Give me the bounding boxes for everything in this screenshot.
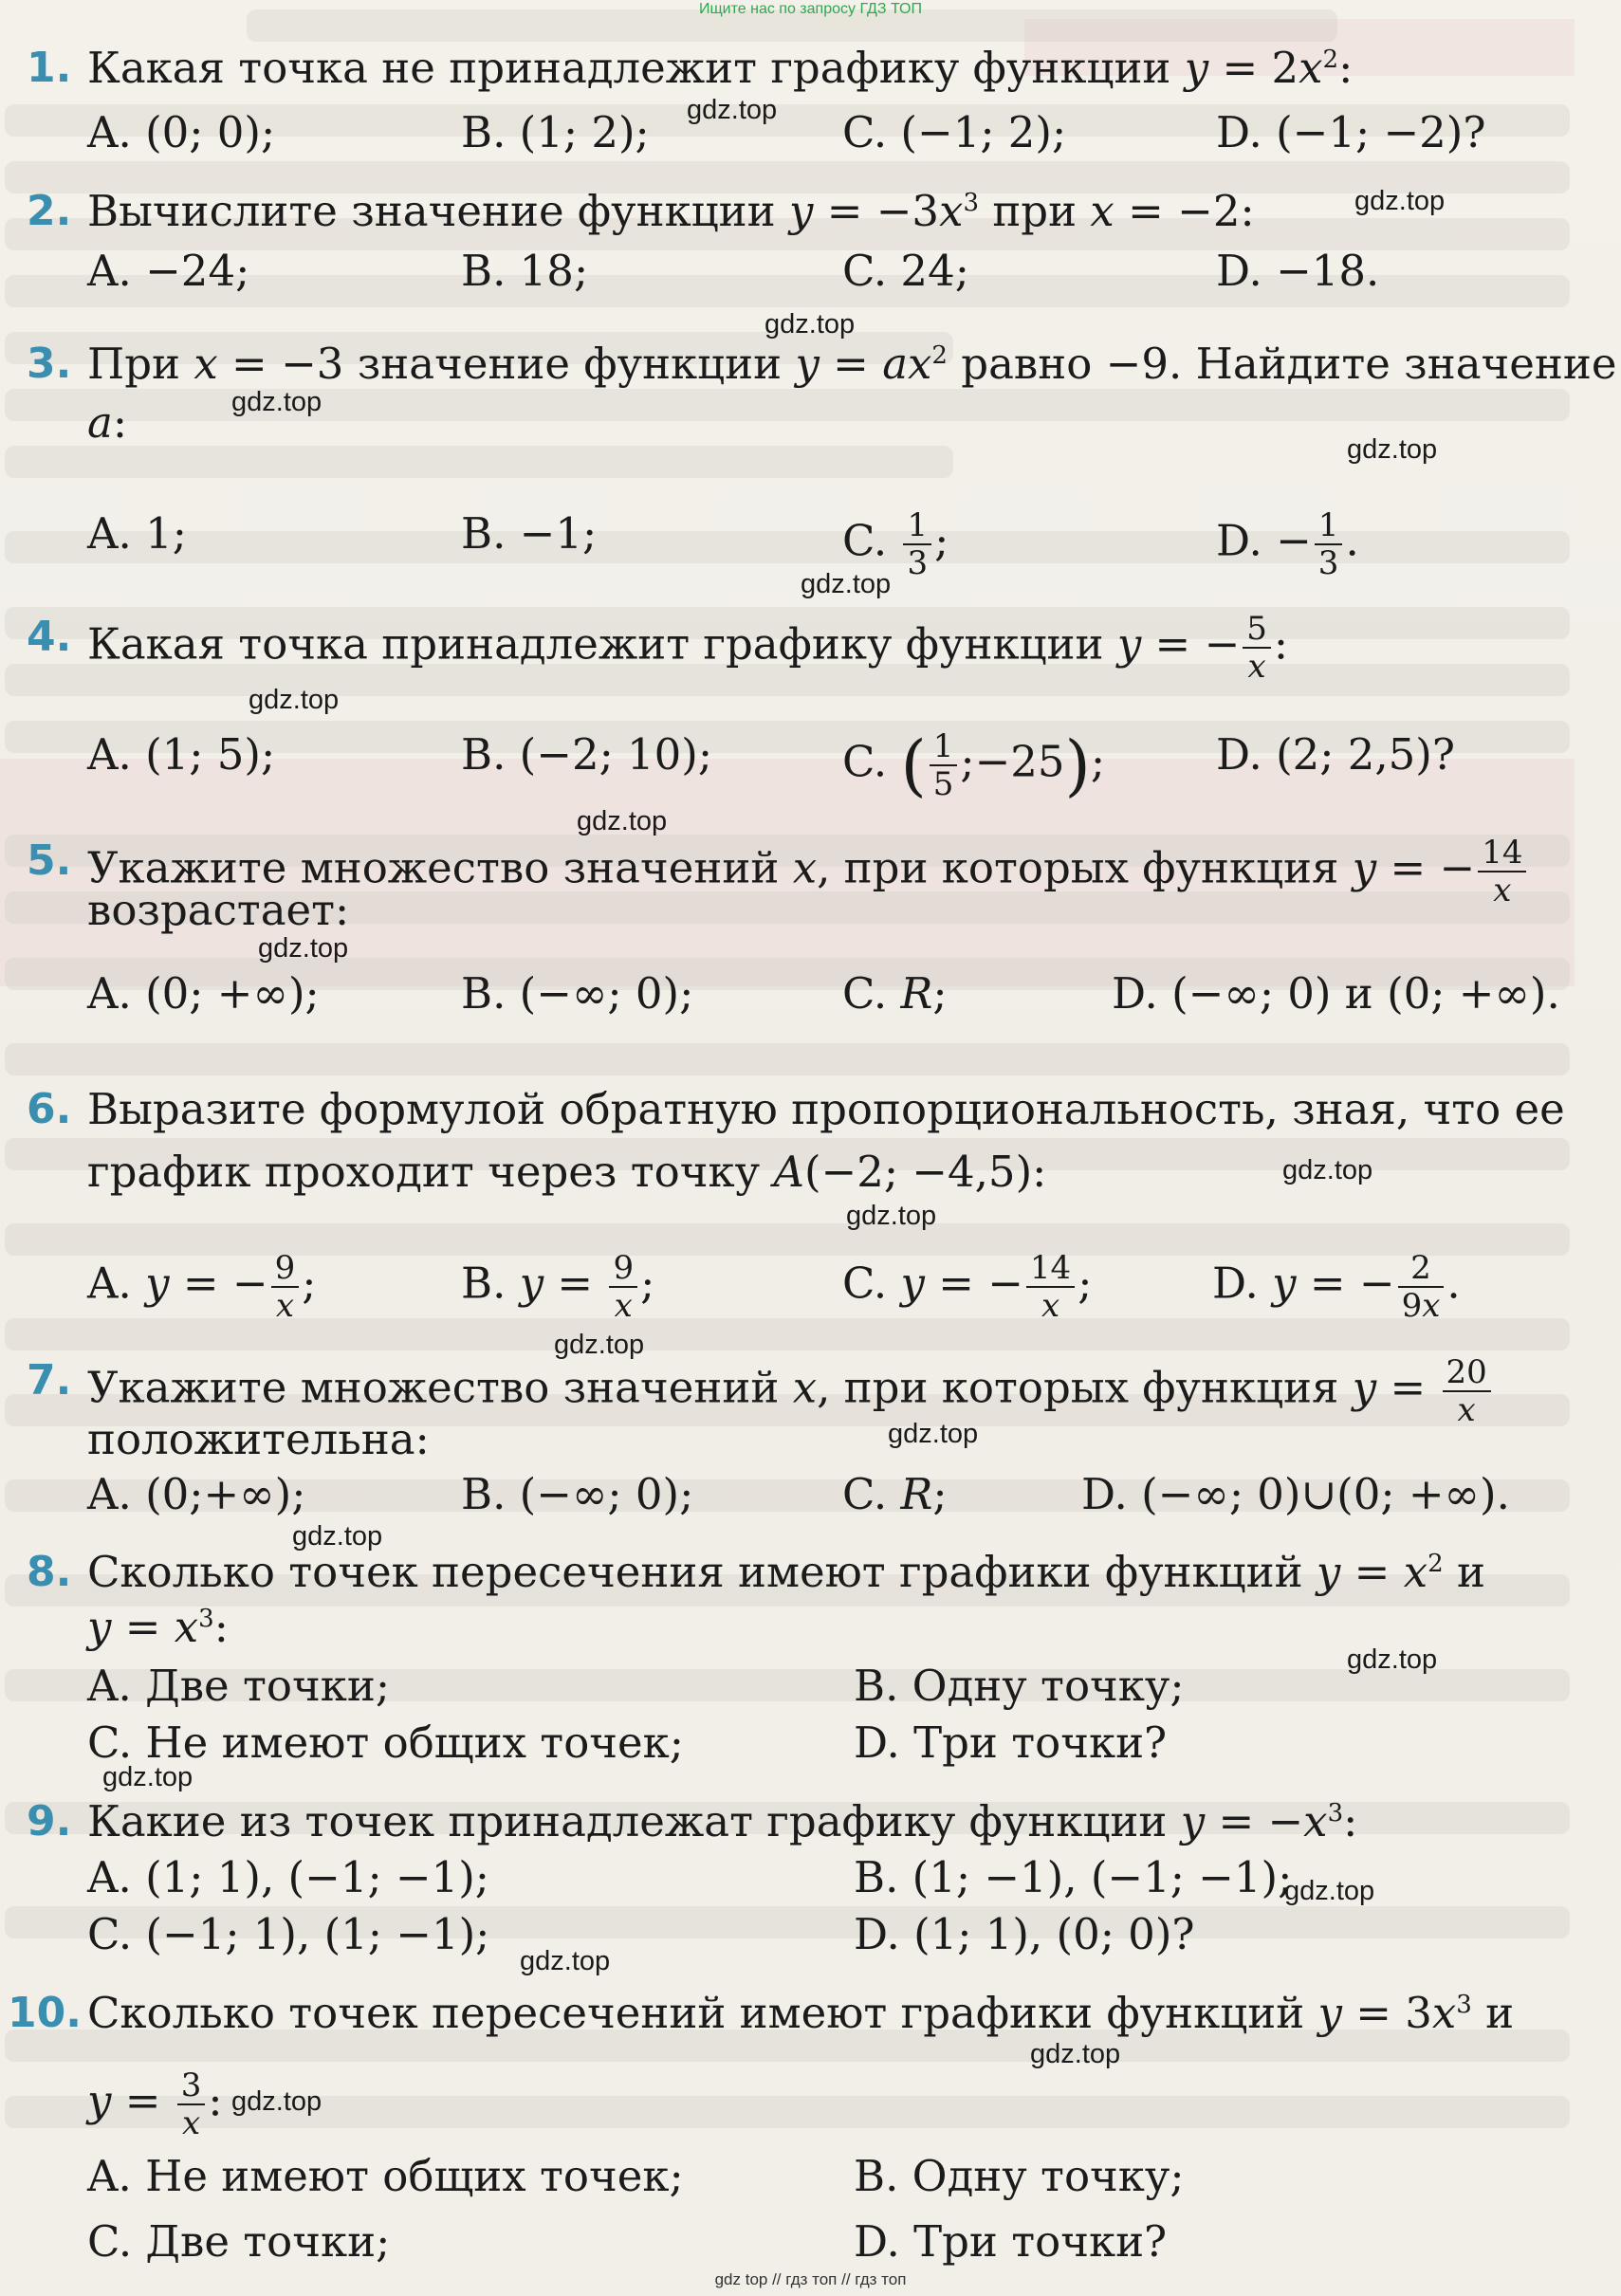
watermark: gdz.top bbox=[258, 933, 349, 964]
question-number: 9. bbox=[27, 1797, 72, 1846]
option-b[interactable]: B. (1; 2); bbox=[461, 107, 650, 157]
watermark: gdz.top bbox=[292, 1521, 383, 1552]
watermark: gdz.top bbox=[764, 309, 856, 340]
option-b[interactable]: B. 18; bbox=[461, 246, 589, 296]
option-a[interactable]: A. (1; 5); bbox=[87, 729, 276, 780]
question-text: При x = −3 значение функции $y = ax^2$ равно −9. Найдите значение bbox=[87, 339, 1617, 389]
footer-credit: gdz top // гдз топ // гдз топ bbox=[714, 2270, 907, 2288]
question-text: Укажите множество значений x, при которых функция y = − $\frac{14}{x}$ bbox=[87, 835, 1529, 909]
question-text-cont: положительна: bbox=[87, 1414, 430, 1464]
watermark: gdz.top bbox=[102, 1762, 193, 1792]
option-d[interactable]: D. (2; 2,5)? bbox=[1216, 729, 1455, 780]
question-text: Сколько точек пересечения имеют графики функций $y = x^2$ и bbox=[87, 1547, 1485, 1597]
watermark: gdz.top bbox=[801, 569, 892, 599]
option-d[interactable]: D. −18. bbox=[1216, 246, 1380, 296]
watermark: gdz.top bbox=[554, 1330, 645, 1360]
option-a[interactable]: A. Не имеют общих точек; bbox=[87, 2151, 684, 2201]
option-a[interactable]: A. −24; bbox=[87, 246, 250, 296]
option-a[interactable]: A. y = − $\frac{9}{x}$ ; bbox=[87, 1249, 317, 1325]
question-text: Какие из точек принадлежат графику функции $y = -x^3$: bbox=[87, 1796, 1358, 1846]
question-text: Какая точка не принадлежит графику функции $y = 2x^2$: bbox=[87, 43, 1354, 93]
watermark: gdz.top bbox=[1347, 434, 1438, 465]
option-d[interactable]: D. − $\frac{1}{3}$ . bbox=[1216, 506, 1359, 582]
question-number: 1. bbox=[27, 44, 72, 92]
option-a[interactable]: A. (0; +∞); bbox=[87, 968, 320, 1019]
option-c[interactable]: C. Не имеют общих точек; bbox=[87, 1717, 684, 1768]
watermark: gdz.top bbox=[577, 806, 668, 836]
question-text-cont: y = $\frac{3}{x}$ : bbox=[87, 2066, 223, 2142]
option-b[interactable]: B. Одну точку; bbox=[854, 2151, 1185, 2201]
option-d[interactable]: D. (−∞; 0) и (0; +∞). bbox=[1112, 968, 1560, 1019]
option-b[interactable]: B. Одну точку; bbox=[854, 1661, 1185, 1711]
question-text-cont: a: bbox=[87, 397, 128, 448]
question-number: 5. bbox=[27, 836, 72, 885]
watermark: gdz.top bbox=[1030, 2039, 1121, 2069]
watermark: gdz.top bbox=[231, 2086, 322, 2117]
watermark: gdz.top bbox=[1284, 1876, 1375, 1906]
watermark: gdz.top bbox=[1347, 1644, 1438, 1675]
option-d[interactable]: D. Три точки? bbox=[854, 2216, 1168, 2267]
option-d[interactable]: D. Три точки? bbox=[854, 1717, 1168, 1768]
question-text: Укажите множество значений x, при которых функция y = $\frac{20}{x}$ bbox=[87, 1354, 1494, 1428]
watermark: gdz.top bbox=[249, 685, 340, 715]
option-c[interactable]: C. ( $\frac{1}{5}$ ;−25); bbox=[842, 726, 1106, 804]
option-c[interactable]: C. Две точки; bbox=[87, 2216, 391, 2267]
option-d[interactable]: D. y = − $\frac{2}{9x}$ . bbox=[1212, 1249, 1461, 1325]
watermark: gdz.top bbox=[231, 387, 322, 417]
question-number: 4. bbox=[27, 613, 72, 661]
option-a[interactable]: A. Две точки; bbox=[87, 1661, 390, 1711]
question-number: 2. bbox=[27, 187, 72, 235]
option-c[interactable]: C. R; bbox=[842, 968, 948, 1019]
question-number: 3. bbox=[27, 340, 72, 388]
option-d[interactable]: D. (1; 1), (0; 0)? bbox=[854, 1909, 1195, 1959]
option-c[interactable]: C. (−1; 2); bbox=[842, 107, 1067, 157]
option-b[interactable]: B. y = $\frac{9}{x}$ ; bbox=[461, 1249, 655, 1325]
option-b[interactable]: B. (−∞; 0); bbox=[461, 968, 694, 1019]
question-text-cont: возрастает: bbox=[87, 885, 350, 935]
question-text: Выразите формулой обратную пропорциональность, зная, что ее bbox=[87, 1084, 1565, 1134]
question-text: Какая точка принадлежит графику функции y = − $\frac{5}{x}$ : bbox=[87, 610, 1289, 686]
option-c[interactable]: C. R; bbox=[842, 1469, 948, 1519]
option-b[interactable]: B. (−∞; 0); bbox=[461, 1469, 694, 1519]
question-text: Сколько точек пересечений имеют графики функций $y = 3x^3$ и bbox=[87, 1988, 1515, 2038]
option-b[interactable]: B. (−2; 10); bbox=[461, 729, 713, 780]
option-a[interactable]: A. (1; 1), (−1; −1); bbox=[87, 1852, 489, 1902]
question-text: Вычислите значение функции $y = -3x^3$ при x = −2: bbox=[87, 186, 1255, 236]
option-c[interactable]: C. y = − $\frac{14}{x}$ ; bbox=[842, 1249, 1093, 1325]
top-banner[interactable]: Ищите нас по запросу ГДЗ ТОП bbox=[699, 1, 922, 17]
question-text-cont: $y = x^3$: bbox=[87, 1602, 229, 1652]
question-number: 8. bbox=[27, 1548, 72, 1596]
question-text-cont: график проходит через точку A(−2; −4,5): bbox=[87, 1147, 1047, 1197]
watermark: gdz.top bbox=[1354, 186, 1446, 216]
option-b[interactable]: B. −1; bbox=[461, 508, 598, 559]
watermark: gdz.top bbox=[1282, 1155, 1373, 1185]
watermark: gdz.top bbox=[888, 1419, 979, 1449]
option-d[interactable]: D. (−1; −2)? bbox=[1216, 107, 1486, 157]
question-number: 10. bbox=[8, 1989, 82, 2037]
option-c[interactable]: C. $\frac{1}{3}$ ; bbox=[842, 506, 949, 582]
option-a[interactable]: A. 1; bbox=[87, 508, 187, 559]
option-c[interactable]: C. 24; bbox=[842, 246, 969, 296]
watermark: gdz.top bbox=[520, 1946, 611, 1976]
option-c[interactable]: C. (−1; 1), (1; −1); bbox=[87, 1909, 490, 1959]
option-b[interactable]: B. (1; −1), (−1; −1); bbox=[854, 1852, 1293, 1902]
option-a[interactable]: A. (0; 0); bbox=[87, 107, 276, 157]
option-d[interactable]: D. (−∞; 0)∪(0; +∞). bbox=[1081, 1469, 1510, 1519]
watermark: gdz.top bbox=[687, 95, 778, 125]
option-a[interactable]: A. (0;+∞); bbox=[87, 1469, 306, 1519]
question-number: 6. bbox=[27, 1085, 72, 1133]
watermark: gdz.top bbox=[846, 1201, 937, 1231]
question-number: 7. bbox=[27, 1356, 72, 1405]
